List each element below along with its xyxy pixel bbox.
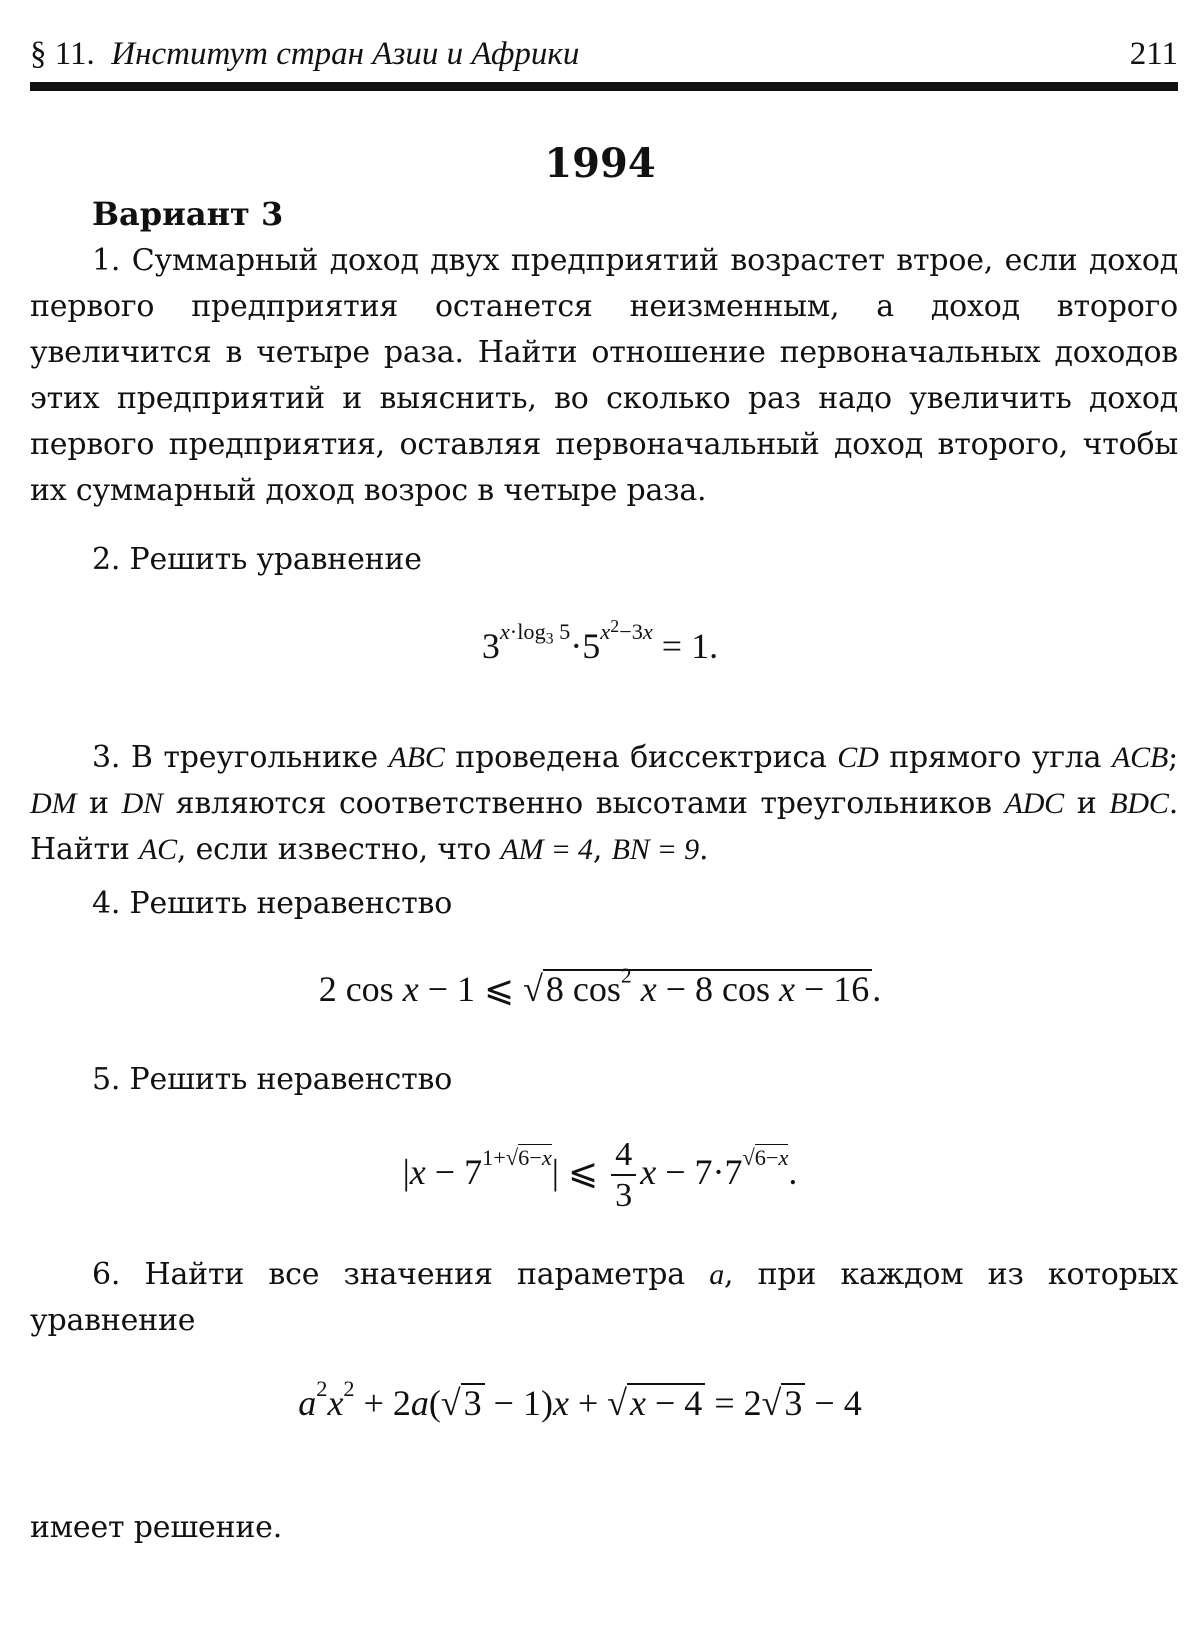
formula-6 (0, 1376, 1180, 1424)
problem-2: 2. Решить уравнение (92, 542, 422, 577)
formula-4 (0, 963, 1200, 1010)
header-title (30, 36, 579, 73)
formula-4-visual: 2 cos x − 1 ⩽ √8 $\cos^2 x - 8$ cos x − 16. (318, 963, 882, 1009)
header-title-text: Институт стран Азии и Африки (111, 36, 580, 72)
problem-5: 5. Решить неравенство (92, 1062, 453, 1097)
formula-2-text (0, 0, 1, 1)
formula-6-visual: $a^2x^2 + 2a(√3 - 1)x + √x - 4 = 2√3 - 4$ (298, 1376, 862, 1423)
header-section: § 11. (30, 36, 95, 72)
formula-5 (0, 1135, 1200, 1216)
formula-2 (0, 615, 1200, 667)
problem-6-end: имеет решение. (30, 1510, 283, 1545)
variant-heading: Вариант 3 (92, 195, 284, 233)
problem-4: 4. Решить неравенство (92, 886, 453, 921)
page-number: 211 (1129, 36, 1178, 72)
formula-2-visual: $3^{x\cdot log_3 5}\cdot 5^{x^2-3x} = 1$. (481, 615, 719, 666)
year-heading: 1994 (544, 140, 656, 187)
formula-5-visual: $|x - 7^{1+√6-x}|$ ⩽ $\frac{4}{3}$ $x - 7\cdot 7^{√6-x}$. (402, 1136, 798, 1215)
problem-6: 6. Найти все значения параметра a, при каждом из которых уравнение (30, 1257, 1178, 1338)
formula-texts (0, 0, 1, 1)
header-rule (30, 82, 1178, 91)
problem-1: 1. Суммарный доход двух предприятий возрастет втрое, если доход первого предприятия останется неизменным, а доход второго увеличится в четыре раза. Найти отношение первоначальных доходов этих предприятий и выяснить, во сколько раз надо увеличить доход первого предприятия, оставляя первоначальный доход второго, чтобы их суммарный доход возрос в четыре раза. (30, 243, 1178, 508)
page-header (30, 30, 1178, 80)
problem-3: 3. В треугольнике ABC проведена биссектриса CD прямого угла ACB; DM и DN являются соответственно высотами треугольников ADC и BDC. Найти AC, если известно, что AM = 4, BN = 9. (30, 740, 1179, 867)
